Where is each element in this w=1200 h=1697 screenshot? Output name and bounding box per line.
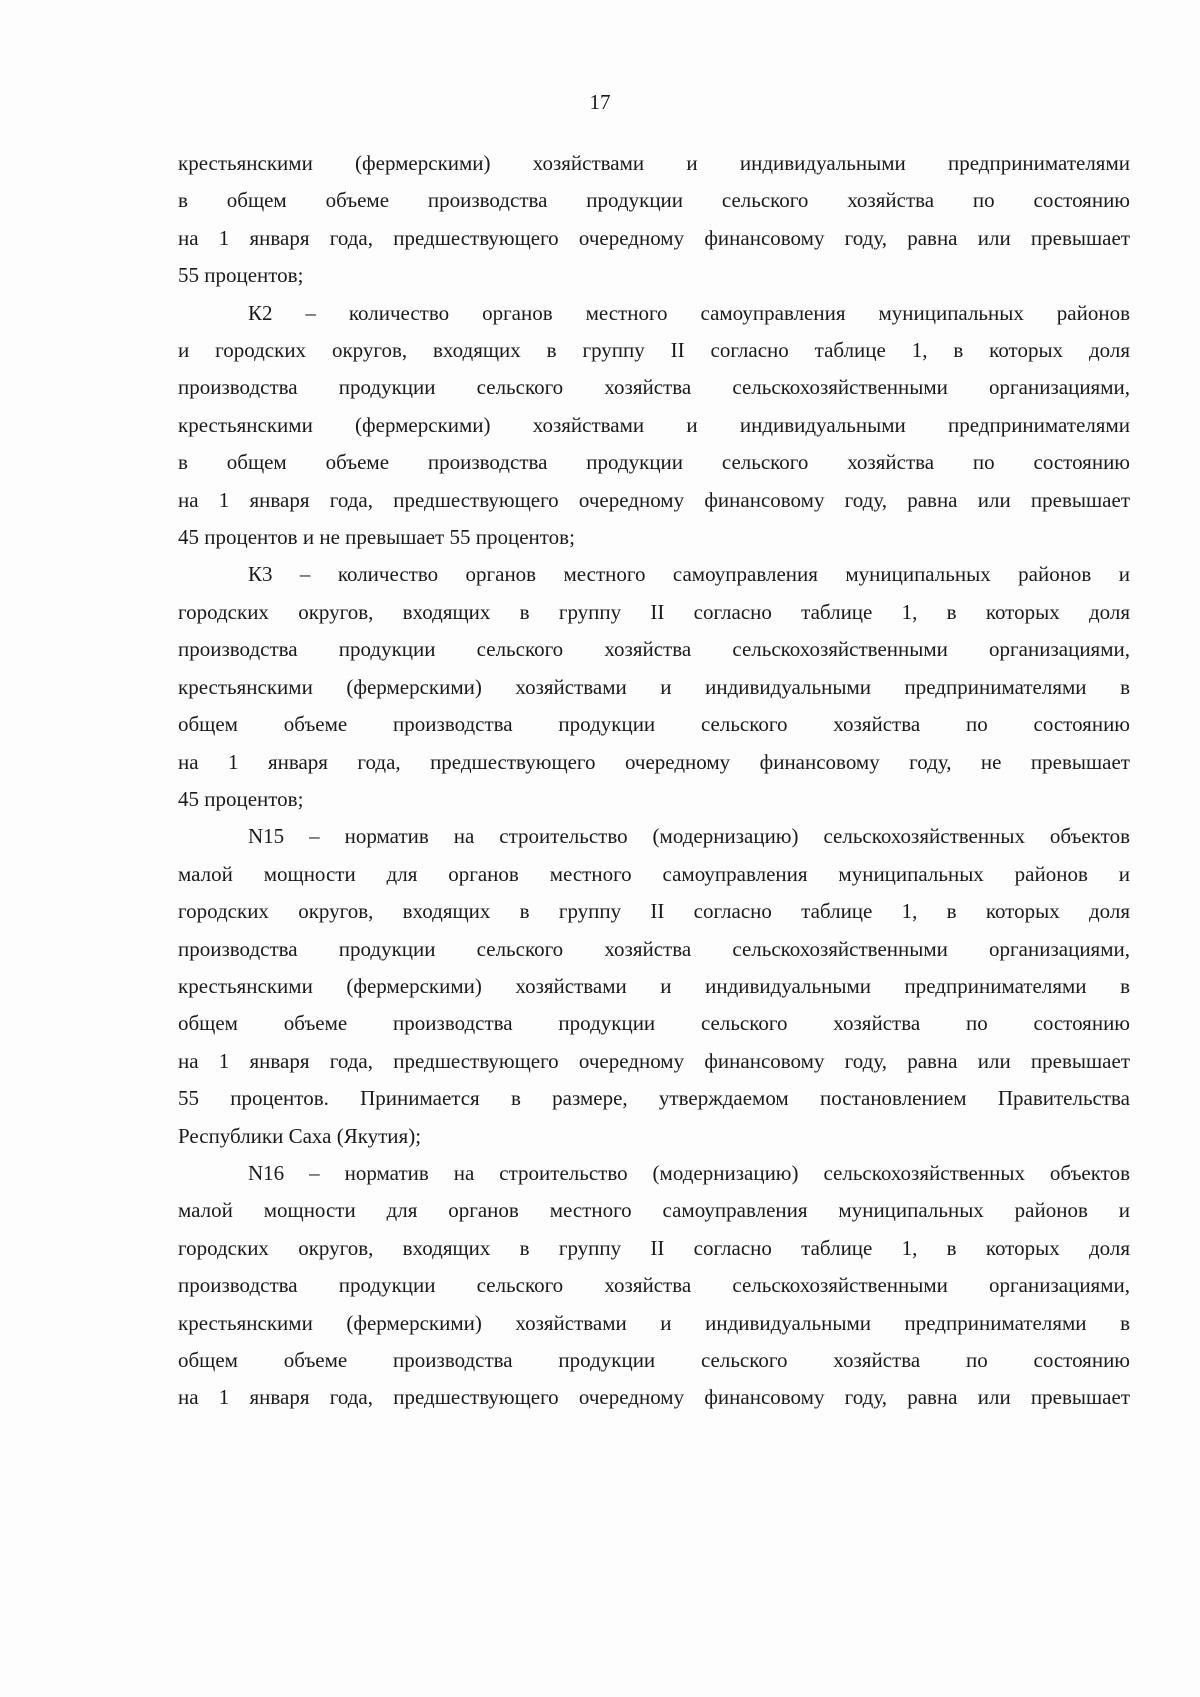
paragraph-k3 — [178, 556, 1130, 818]
text-line: в общем объеме производства продукции сельского хозяйства по состоянию — [178, 450, 1130, 475]
text-line: общем объеме производства продукции сельского хозяйства по состоянию — [178, 712, 1130, 737]
text-line: на 1 января года, предшествующего очередному финансовому году, равна или превышает — [178, 1048, 1130, 1073]
text-line: N16 – норматив на строительство (модернизацию) сельскохозяйственных объектов — [248, 1160, 1130, 1185]
text-line: крестьянскими (фермерскими) хозяйствами и индивидуальными предпринимателями — [178, 151, 1130, 175]
text-line: на 1 января года, предшествующего очередному финансовому году, равна или превышает — [178, 1385, 1130, 1410]
text-line: К3 – количество органов местного самоуправления муниципальных районов и — [248, 562, 1130, 587]
document-body — [178, 145, 1130, 1417]
text-line: крестьянскими (фермерскими) хозяйствами и индивидуальными предпринимателями в — [178, 973, 1130, 998]
text-line: Республики Саха (Якутия); — [178, 1123, 422, 1148]
text-line: производства продукции сельского хозяйства сельскохозяйственными организациями, — [178, 637, 1130, 662]
text-line: в общем объеме производства продукции сельского хозяйства по состоянию — [178, 188, 1130, 213]
text-line: крестьянскими (фермерскими) хозяйствами и индивидуальными предпринимателями в — [178, 674, 1130, 699]
text-line: общем объеме производства продукции сельского хозяйства по состоянию — [178, 1011, 1130, 1036]
text-line: 55 процентов. Принимается в размере, утверждаемом постановлением Правительства — [178, 1086, 1130, 1111]
text-line: малой мощности для органов местного самоуправления муниципальных районов и — [178, 861, 1130, 886]
text-line: 45 процентов и не превышает 55 процентов; — [178, 525, 575, 550]
text-line: крестьянскими (фермерскими) хозяйствами и индивидуальными предпринимателями — [178, 412, 1130, 437]
text-line: общем объеме производства продукции сельского хозяйства по состоянию — [178, 1348, 1130, 1372]
text-line: 45 процентов; — [178, 786, 304, 811]
text-line: на 1 января года, предшествующего очередному финансовому году, равна или превышает — [178, 225, 1130, 250]
text-line: городских округов, входящих в группу II согласно таблице 1, в которых доля — [178, 1235, 1130, 1260]
text-line: на 1 января года, предшествующего очередному финансовому году, равна или превышает — [178, 487, 1130, 512]
page-number: 17 — [589, 90, 611, 114]
text-line: крестьянскими (фермерскими) хозяйствами и индивидуальными предпринимателями в — [178, 1310, 1130, 1335]
text-line: малой мощности для органов местного самоуправления муниципальных районов и — [178, 1198, 1130, 1223]
text-line: городских округов, входящих в группу II согласно таблице 1, в которых доля — [178, 599, 1130, 624]
text-line: городских округов, входящих в группу II согласно таблице 1, в которых доля — [178, 899, 1130, 924]
text-line: и городских округов, входящих в группу II согласно таблице 1, в которых доля — [178, 338, 1130, 363]
paragraph-k2 — [178, 295, 1130, 557]
text-line: производства продукции сельского хозяйства сельскохозяйственными организациями, — [178, 1273, 1130, 1298]
paragraph-n15 — [178, 818, 1130, 1155]
text-line: К2 – количество органов местного самоуправления муниципальных районов — [248, 300, 1130, 325]
text-line: производства продукции сельского хозяйства сельскохозяйственными организациями, — [178, 936, 1130, 961]
text-line: на 1 января года, предшествующего очередному финансовому году, не превышает — [178, 749, 1130, 774]
paragraph-n16 — [178, 1155, 1130, 1417]
text-line: 55 процентов; — [178, 263, 304, 288]
paragraph — [178, 145, 1130, 295]
text-line: N15 – норматив на строительство (модернизацию) сельскохозяйственных объектов — [248, 824, 1130, 849]
text-line: производства продукции сельского хозяйства сельскохозяйственными организациями, — [178, 375, 1130, 400]
